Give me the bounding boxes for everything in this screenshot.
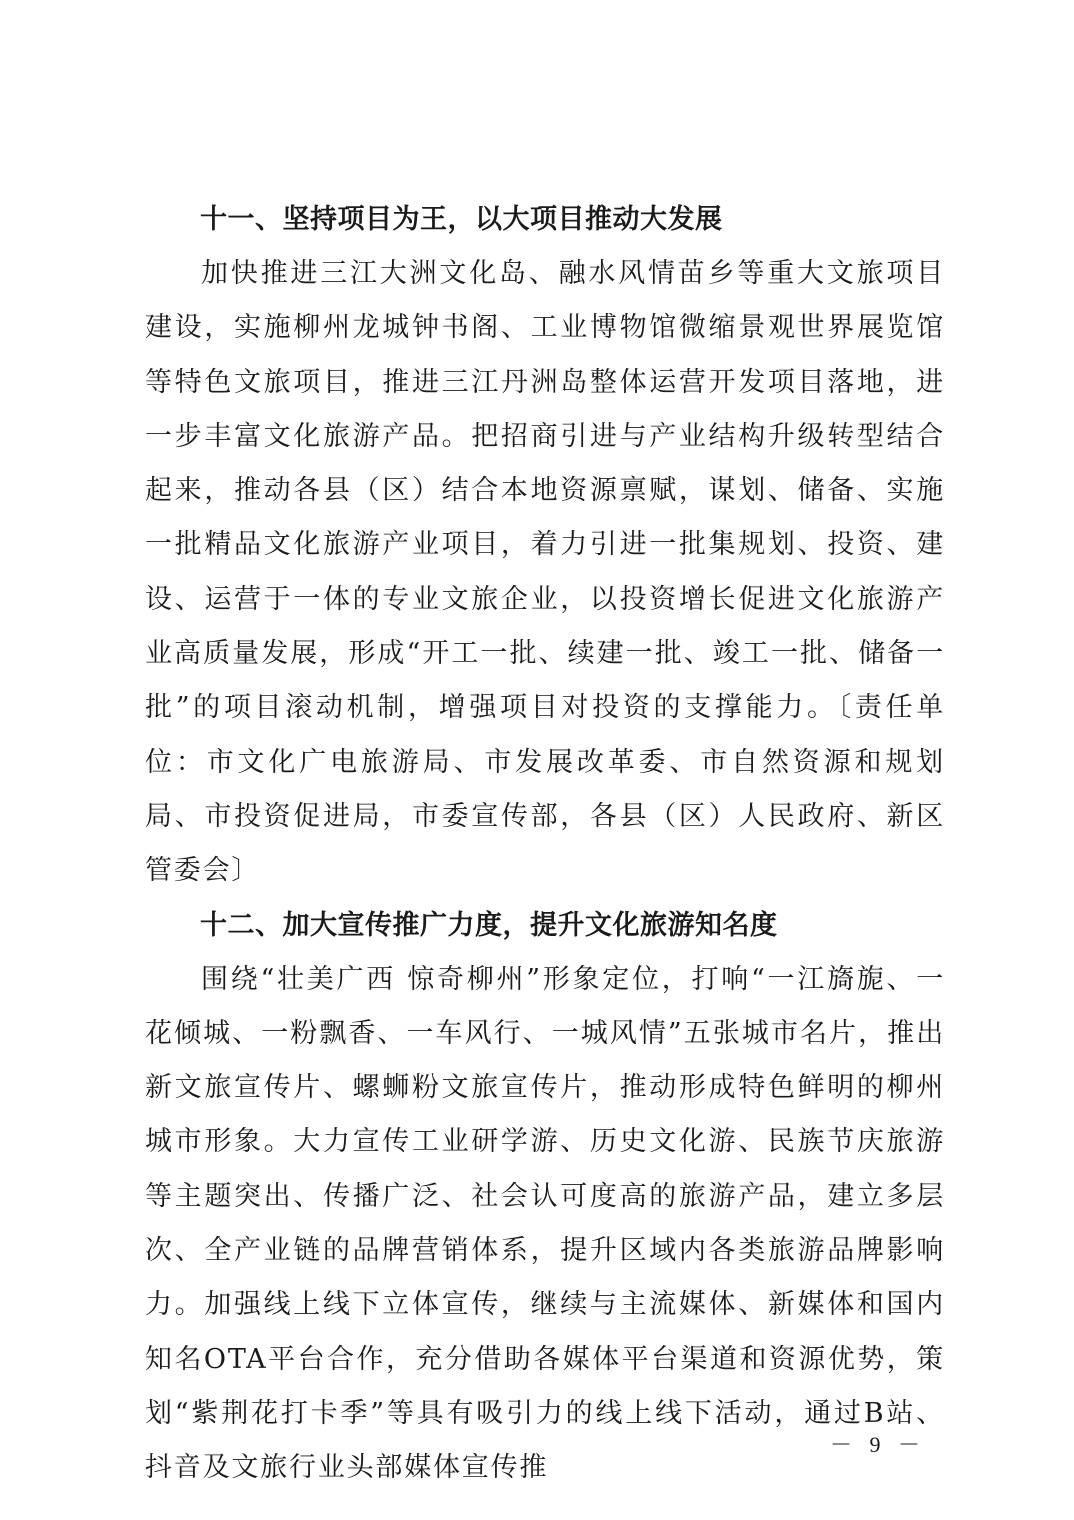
section-11-body: 加快推进三江大洲文化岛、融水风情苗乡等重大文旅项目建设，实施柳州龙城钟书阁、工业博物馆微缩景观世界展览馆等特色文旅项目，推进三江丹洲岛整体运营开发项目落地，进一步丰富文化旅游产品。把招商引进与产业结构升级转型结合起来，推动各县（区）结合本地资源禀赋，谋划、储备、实施一批精品文化旅游产业项目，着力引进一批集规划、投资、建设、运营于一体的专业文旅企业，以投资增长促进文化旅游产业高质量发展，形成“开工一批、续建一批、竣工一批、储备一批”的项目滚动机制，增强项目对投资的支撑能力。〔责任单位：市文化广电旅游局、市发展改革委、市自然资源和规划局、市投资促进局，市委宣传部，各县（区）人民政府、新区管委会〕 (145, 258, 945, 887)
section-11-heading: 十一、坚持项目为王，以大项目推动大发展 (200, 204, 723, 235)
document-content (145, 193, 945, 1496)
section-12-body: 围绕“壮美广西 惊奇柳州”形象定位，打响“一江旖旎、一花倾城、一粉飘香、一车风行、一城风情”五张城市名片，推出新文旅宣传片、螺蛳粉文旅宣传片，推动形成特色鲜明的柳州城市形象。大力宣传工业研学游、历史文化游、民族节庆旅游等主题突出、传播广泛、社会认可度高的旅游产品，建立多层次、全产业链的品牌营销体系，提升区域内各类旅游品牌影响力。加强线上线下立体宣传，继续与主流媒体、新媒体和国内知名OTA平台合作，充分借助各媒体平台渠道和资源优势，策划“紫荆花打卡季”等具有吸引力的线上线下活动，通过B站、抖音及文旅行业头部媒体宣传推 (145, 963, 945, 1484)
page-number: － 9 － (829, 1432, 926, 1457)
section-12-heading: 十二、加大宣传推广力度，提升文化旅游知名度 (200, 909, 778, 941)
